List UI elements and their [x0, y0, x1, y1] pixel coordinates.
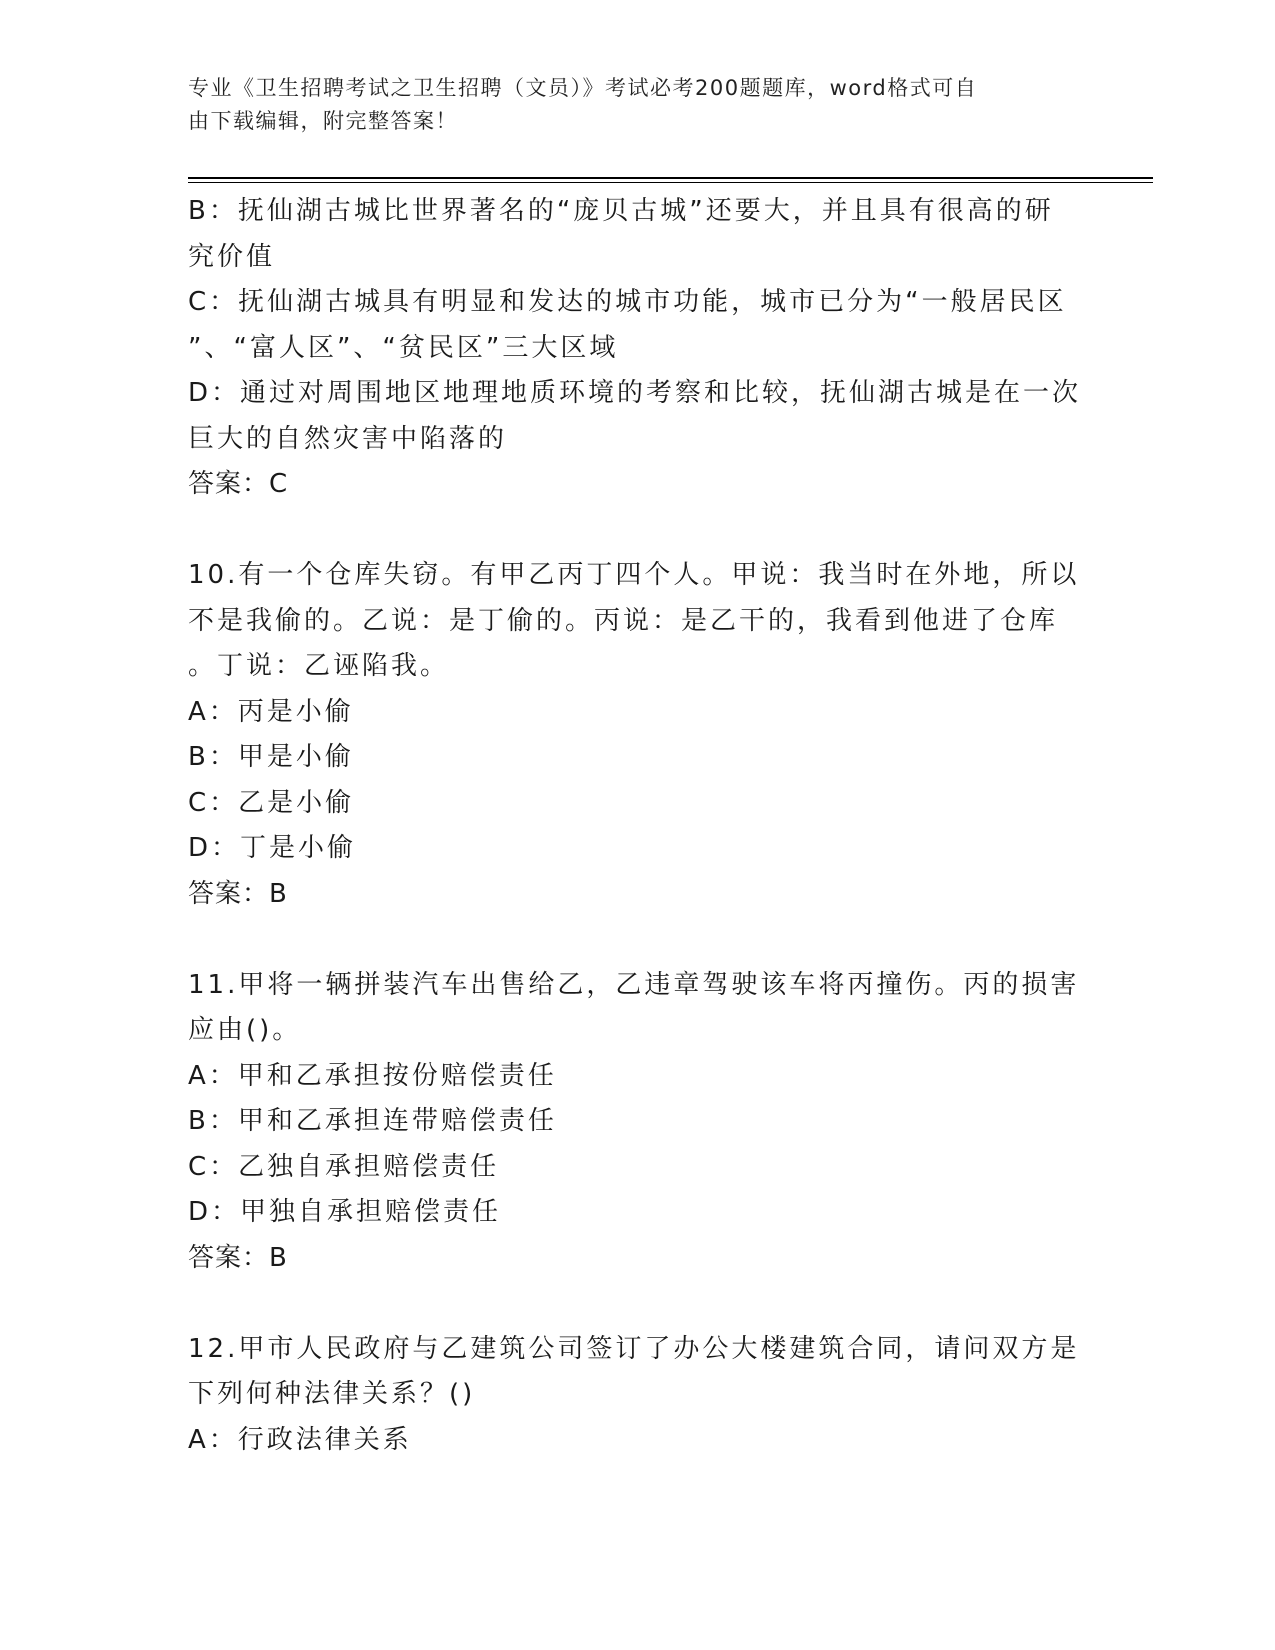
q11-option-c: C：乙独自承担赔偿责任 — [188, 1151, 500, 1182]
q10-option-b: B：甲是小偷 — [188, 742, 354, 772]
question-content — [188, 189, 1083, 1463]
q11-stem-line-2: 应由()。 — [188, 1015, 302, 1045]
question-10 — [188, 553, 1083, 917]
q10-stem-line-1: 10.有一个仓库失窃。有甲乙丙丁四个人。甲说：我当时在外地，所以 — [188, 560, 1080, 590]
header-line-2: 由下载编辑，附完整答案！ — [188, 109, 458, 133]
q9-answer: 答案：C — [188, 469, 289, 499]
q11-stem-line-1: 11.甲将一辆拼装汽车出售给乙，乙违章驾驶该车将丙撞伤。丙的损害 — [188, 969, 1080, 1000]
q11-option-a: A：甲和乙承担按份赔偿责任 — [188, 1060, 557, 1091]
header-line-1: 专业《卫生招聘考试之卫生招聘（文员）》考试必考200题题库，word格式可自 — [188, 76, 978, 100]
header-rule-thick — [188, 177, 1153, 179]
question-11 — [188, 963, 1083, 1282]
spacer — [188, 508, 1083, 554]
q11-option-b: B：甲和乙承担连带赔偿责任 — [188, 1106, 557, 1136]
q9-option-c-line-1: C：抚仙湖古城具有明显和发达的城市功能，城市已分为“一般居民区 — [188, 287, 1067, 317]
q9-option-b-line-2: 究价值 — [188, 241, 276, 272]
q10-option-c: C：乙是小偷 — [188, 787, 355, 818]
q9-option-d-line-2: 巨大的自然灾害中陷落的 — [188, 423, 508, 454]
q9-option-c-line-2: ”、“富人区”、“贫民区”三大区域 — [188, 332, 619, 363]
q10-option-d: D：丁是小偷 — [188, 833, 357, 863]
q10-answer: 答案：B — [188, 878, 288, 909]
question-9-tail — [188, 189, 1083, 508]
spacer — [188, 1281, 1083, 1327]
document-header — [188, 72, 1088, 138]
q11-answer: 答案：B — [188, 1242, 288, 1273]
q10-stem-line-3: 。丁说：乙诬陷我。 — [188, 651, 450, 681]
q9-option-b-line-1: B：抚仙湖古城比世界著名的“庞贝古城”还要大，并且具有很高的研 — [188, 196, 1054, 226]
q10-option-a: A：丙是小偷 — [188, 696, 354, 727]
q12-stem-line-1: 12.甲市人民政府与乙建筑公司签订了办公大楼建筑合同，请问双方是 — [188, 1333, 1080, 1364]
header-rule-thin — [188, 182, 1153, 183]
q9-option-d-line-1: D：通过对周围地区地理地质环境的考察和比较，抚仙湖古城是在一次 — [188, 378, 1082, 408]
spacer — [188, 917, 1083, 963]
q12-stem-line-2: 下列何种法律关系？() — [188, 1379, 476, 1409]
question-12 — [188, 1327, 1083, 1464]
q12-option-a: A：行政法律关系 — [188, 1424, 412, 1455]
q11-option-d: D：甲独自承担赔偿责任 — [188, 1197, 502, 1227]
q10-stem-line-2: 不是我偷的。乙说：是丁偷的。丙说：是乙干的，我看到他进了仓库 — [188, 605, 1059, 636]
